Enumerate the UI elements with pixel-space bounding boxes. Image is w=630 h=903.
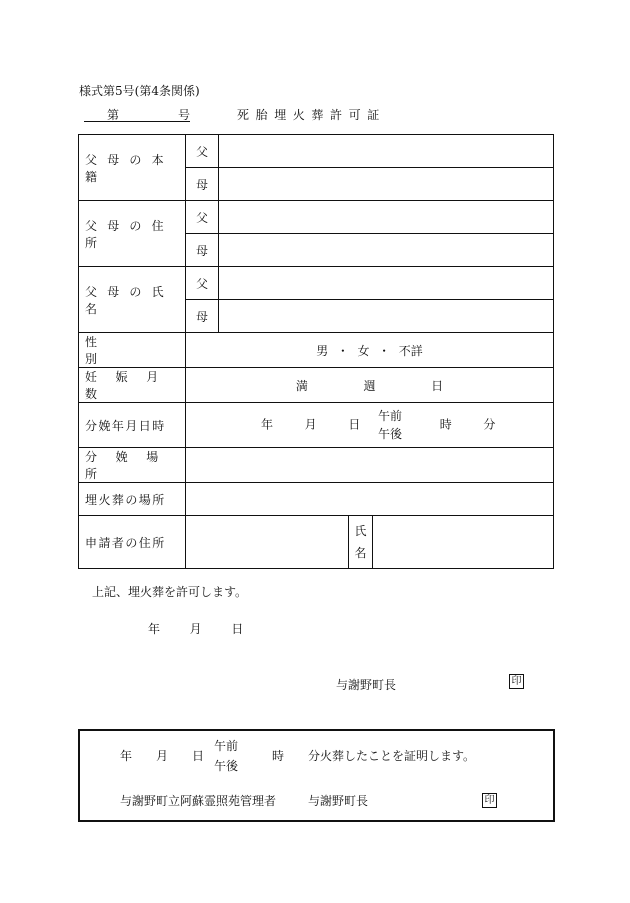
permit-date — [148, 620, 243, 637]
field-pregnancy[interactable] — [186, 368, 554, 403]
birth-year: 年 — [261, 417, 274, 432]
permit-month: 月 — [189, 622, 202, 636]
number-underline — [84, 121, 190, 122]
cert-month: 月 — [156, 749, 169, 763]
label-address: 父母の住所 — [79, 201, 186, 267]
field-father-name[interactable] — [219, 267, 554, 300]
pregnancy-week: 週 — [363, 378, 376, 393]
cremation-certificate-box — [78, 729, 555, 822]
label-father: 父 — [186, 135, 219, 168]
document-title: 死胎埋火葬許可証 — [237, 108, 386, 122]
cert-hour: 時 — [272, 749, 285, 763]
field-birth-place[interactable] — [186, 448, 554, 483]
label-mother: 母 — [186, 300, 219, 333]
number-suffix: 号 — [178, 108, 191, 122]
label-burial-place: 埋火葬の場所 — [79, 483, 186, 516]
field-mother-address[interactable] — [219, 234, 554, 267]
field-applicant-name[interactable] — [373, 516, 554, 569]
label-father: 父 — [186, 201, 219, 234]
birth-month: 月 — [304, 417, 317, 432]
label-honseki: 父母の本籍 — [79, 135, 186, 201]
label-name: 父母の氏名 — [79, 267, 186, 333]
label-sex-text: 性別 — [85, 335, 144, 366]
label-birth-place: 分娩場所 — [79, 448, 186, 483]
permit-day: 日 — [231, 622, 244, 636]
birth-pm: 午後 — [378, 427, 403, 441]
permit-year: 年 — [148, 622, 161, 636]
label-shi: 氏 — [354, 524, 367, 538]
cert-statement: 分火葬したことを証明します。 — [308, 749, 476, 763]
birth-ampm — [378, 407, 402, 443]
field-applicant-address[interactable] — [186, 516, 349, 569]
birth-hour: 時 — [439, 417, 452, 432]
pregnancy-day: 日 — [431, 378, 444, 393]
seal-icon: 印 — [482, 793, 497, 808]
cert-year: 年 — [120, 749, 133, 763]
pregnancy-man: 満 — [295, 378, 308, 393]
cert-mayor: 与謝野町長 — [308, 794, 369, 808]
field-mother-honseki[interactable] — [219, 168, 554, 201]
label-sex — [79, 333, 186, 368]
cert-manager: 与謝野町立阿蘇霊照苑管理者 — [120, 794, 277, 808]
seal-icon: 印 — [509, 674, 524, 689]
birth-minute: 分 — [483, 417, 496, 432]
label-mei: 名 — [354, 546, 367, 560]
field-mother-name[interactable] — [219, 300, 554, 333]
cert-am: 午前 — [214, 739, 239, 753]
mayor-title: 与謝野町長 — [336, 678, 397, 692]
label-applicant-address: 申請者の住所 — [79, 516, 186, 569]
label-birth-datetime: 分娩年月日時 — [79, 403, 186, 448]
form-caption: 様式第5号(第4条関係) — [79, 84, 200, 98]
permit-statement: 上記、埋火葬を許可します。 — [92, 585, 248, 599]
field-father-honseki[interactable] — [219, 135, 554, 168]
cert-pm: 午後 — [214, 759, 239, 773]
birth-day: 日 — [348, 417, 361, 432]
label-mother: 母 — [186, 168, 219, 201]
cert-day: 日 — [192, 749, 205, 763]
field-father-address[interactable] — [219, 201, 554, 234]
number-prefix: 第 — [107, 108, 120, 122]
field-burial-place[interactable] — [186, 483, 554, 516]
birth-am: 午前 — [378, 409, 403, 423]
field-birth-datetime[interactable] — [186, 403, 554, 448]
label-pregnancy: 妊娠月数 — [79, 368, 186, 403]
field-sex[interactable]: 男 ・ 女 ・ 不詳 — [186, 333, 554, 368]
permit-table — [78, 134, 554, 569]
label-father: 父 — [186, 267, 219, 300]
label-applicant-name — [349, 516, 373, 569]
label-mother: 母 — [186, 234, 219, 267]
